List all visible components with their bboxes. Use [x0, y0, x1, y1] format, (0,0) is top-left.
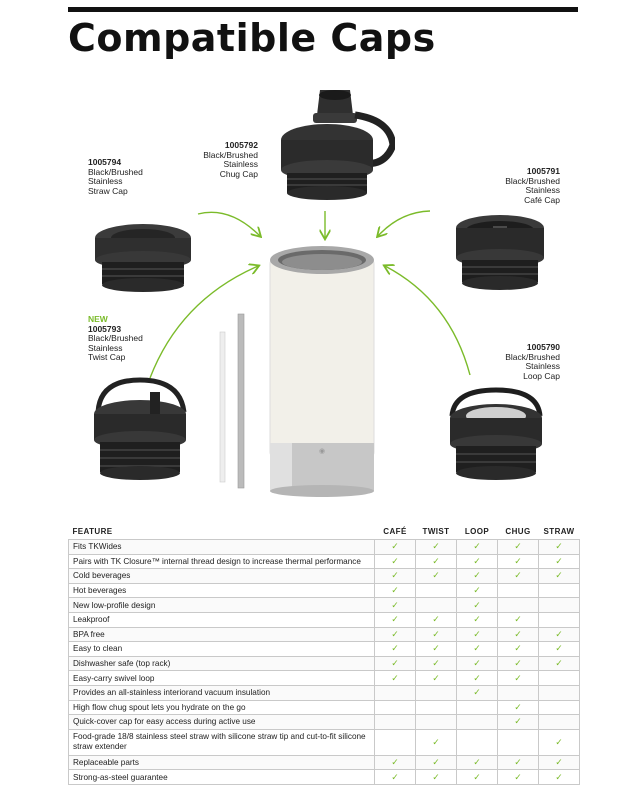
check-cell	[457, 715, 498, 730]
check-cell	[539, 656, 580, 671]
check-icon: ✓	[473, 643, 481, 654]
check-cell	[457, 642, 498, 657]
svg-text:◉: ◉	[318, 448, 326, 455]
check-icon: ✓	[432, 737, 440, 748]
check-icon: ✓	[473, 541, 481, 552]
check-icon: ✓	[473, 771, 481, 782]
check-cell	[457, 627, 498, 642]
table-header-row	[69, 524, 580, 540]
loop-cap-line2: Stainless	[525, 361, 560, 371]
check-cell	[539, 671, 580, 686]
straw-cap-code: 1005794	[88, 157, 122, 167]
straw-cap-line1: Black/Brushed	[88, 166, 143, 177]
check-cell	[498, 715, 539, 730]
check-cell	[539, 540, 580, 555]
loop-cap-image	[440, 382, 552, 490]
check-icon: ✓	[555, 628, 563, 639]
table-row	[69, 755, 580, 770]
check-icon: ✓	[514, 555, 522, 566]
straw-cap-image	[88, 210, 198, 300]
check-icon: ✓	[432, 614, 440, 625]
check-cell	[539, 770, 580, 785]
check-icon: ✓	[514, 658, 522, 669]
check-cell	[416, 755, 457, 770]
check-icon: ✓	[473, 570, 481, 581]
check-cell	[375, 700, 416, 715]
check-cell	[457, 540, 498, 555]
check-cell	[498, 656, 539, 671]
check-cell	[539, 700, 580, 715]
check-icon: ✓	[555, 658, 563, 669]
check-cell	[539, 715, 580, 730]
check-cell	[498, 671, 539, 686]
table-row	[69, 598, 580, 613]
check-icon: ✓	[432, 628, 440, 639]
check-cell	[375, 729, 416, 755]
check-icon: ✓	[391, 757, 399, 768]
check-cell	[416, 569, 457, 584]
check-icon: ✓	[473, 585, 481, 596]
check-icon: ✓	[514, 614, 522, 625]
check-icon: ✓	[555, 643, 563, 654]
check-cell	[375, 642, 416, 657]
check-cell	[416, 671, 457, 686]
chug-cap-line1: Black/Brushed	[203, 149, 258, 160]
check-cell	[498, 642, 539, 657]
check-cell	[416, 583, 457, 598]
check-cell	[539, 755, 580, 770]
check-icon: ✓	[473, 687, 481, 698]
check-cell	[375, 770, 416, 785]
check-icon: ✓	[391, 658, 399, 669]
feature-cell: Cold beverages	[69, 569, 375, 584]
check-icon: ✓	[514, 672, 522, 683]
feature-cell: Food-grade 18/8 stainless steel straw with silicone straw tip and cut-to-fit silicone straw extender	[69, 729, 375, 755]
check-icon: ✓	[432, 672, 440, 683]
twist-cap-name: Twist Cap	[88, 352, 126, 362]
header-straw: STRAW	[543, 527, 575, 536]
check-icon: ✓	[555, 541, 563, 552]
check-icon: ✓	[555, 737, 563, 748]
check-cell	[375, 755, 416, 770]
check-icon: ✓	[473, 614, 481, 625]
check-cell	[457, 554, 498, 569]
check-icon: ✓	[555, 570, 563, 581]
check-cell	[539, 729, 580, 755]
check-cell	[539, 598, 580, 613]
check-icon: ✓	[391, 614, 399, 625]
cafe-cap-line1: Black/Brushed	[505, 175, 560, 186]
check-icon: ✓	[391, 628, 399, 639]
check-icon: ✓	[391, 643, 399, 654]
check-cell	[457, 770, 498, 785]
check-cell	[539, 569, 580, 584]
twist-cap-line1: Black/Brushed	[88, 333, 143, 343]
check-icon: ✓	[514, 757, 522, 768]
check-cell	[498, 612, 539, 627]
table-body	[69, 540, 580, 785]
check-icon: ✓	[432, 771, 440, 782]
check-cell	[416, 540, 457, 555]
check-cell	[416, 700, 457, 715]
feature-comparison-table	[68, 524, 580, 785]
table-row	[69, 554, 580, 569]
arrow-cafe	[378, 211, 430, 236]
straw-cap-line2: Stainless	[88, 176, 123, 186]
check-cell	[498, 729, 539, 755]
check-icon: ✓	[432, 570, 440, 581]
check-cell	[539, 612, 580, 627]
arrow-straw	[198, 212, 260, 236]
loop-cap-line1: Black/Brushed	[505, 351, 560, 362]
header-twist: TWIST	[422, 527, 450, 536]
check-cell	[375, 583, 416, 598]
check-cell	[375, 656, 416, 671]
check-cell	[498, 755, 539, 770]
check-cell	[457, 598, 498, 613]
check-icon: ✓	[555, 771, 563, 782]
straw-image	[212, 312, 252, 492]
check-cell	[375, 627, 416, 642]
feature-cell: Dishwasher safe (top rack)	[69, 656, 375, 671]
check-cell	[498, 770, 539, 785]
feature-cell: High flow chug spout lets you hydrate on the go	[69, 700, 375, 715]
check-icon: ✓	[432, 555, 440, 566]
check-icon: ✓	[391, 541, 399, 552]
check-cell	[416, 642, 457, 657]
chug-cap-code: 1005792	[224, 140, 258, 150]
table-row	[69, 700, 580, 715]
check-cell	[457, 755, 498, 770]
check-cell	[375, 540, 416, 555]
check-cell	[498, 583, 539, 598]
check-icon: ✓	[391, 672, 399, 683]
loop-cap-code: 1005790	[526, 342, 560, 352]
check-cell	[498, 700, 539, 715]
check-icon: ✓	[473, 555, 481, 566]
check-cell	[539, 627, 580, 642]
chug-cap-line2: Stainless	[223, 159, 258, 169]
header-loop: LOOP	[464, 527, 490, 536]
feature-cell: New low-profile design	[69, 598, 375, 613]
cafe-cap-image	[445, 208, 555, 300]
cafe-cap-name: Café Cap	[524, 194, 560, 205]
check-icon: ✓	[391, 585, 399, 596]
check-cell	[498, 627, 539, 642]
check-icon: ✓	[514, 643, 522, 654]
check-icon: ✓	[514, 701, 522, 712]
check-cell	[498, 554, 539, 569]
check-cell	[539, 642, 580, 657]
table-row	[69, 540, 580, 555]
check-cell	[416, 554, 457, 569]
check-cell	[375, 569, 416, 584]
cafe-cap-line2: Stainless	[525, 185, 560, 195]
feature-cell: Fits TKWides	[69, 540, 375, 555]
feature-cell: Quick-cover cap for easy access during active use	[69, 715, 375, 730]
check-cell	[416, 627, 457, 642]
table-row	[69, 685, 580, 700]
check-cell	[416, 770, 457, 785]
check-icon: ✓	[391, 555, 399, 566]
check-icon: ✓	[391, 570, 399, 581]
check-icon: ✓	[473, 599, 481, 610]
twist-cap-image	[80, 372, 200, 492]
table-row	[69, 656, 580, 671]
check-cell	[457, 612, 498, 627]
check-icon: ✓	[514, 628, 522, 639]
feature-cell: Easy-carry swivel loop	[69, 671, 375, 686]
feature-cell: BPA free	[69, 627, 375, 642]
check-cell	[498, 685, 539, 700]
check-icon: ✓	[555, 757, 563, 768]
check-cell	[457, 671, 498, 686]
check-cell	[457, 656, 498, 671]
table-row	[69, 715, 580, 730]
check-cell	[416, 598, 457, 613]
check-icon: ✓	[432, 658, 440, 669]
loop-cap-name: Loop Cap	[523, 370, 560, 381]
table-row	[69, 642, 580, 657]
table-row	[69, 671, 580, 686]
check-icon: ✓	[555, 555, 563, 566]
check-icon: ✓	[514, 716, 522, 727]
check-icon: ✓	[432, 643, 440, 654]
check-cell	[457, 685, 498, 700]
check-icon: ✓	[432, 541, 440, 552]
feature-cell: Strong-as-steel guarantee	[69, 770, 375, 785]
check-cell	[539, 554, 580, 569]
check-cell	[375, 685, 416, 700]
check-icon: ✓	[473, 672, 481, 683]
check-icon: ✓	[514, 771, 522, 782]
check-icon: ✓	[432, 757, 440, 768]
table-row	[69, 583, 580, 598]
feature-cell: Provides an all-stainless interiorand vacuum insulation	[69, 685, 375, 700]
check-cell	[498, 598, 539, 613]
check-cell	[375, 612, 416, 627]
page-title: Compatible Caps	[68, 16, 436, 60]
header-feature: FEATURE	[72, 527, 113, 536]
table-row	[69, 770, 580, 785]
bottle-image	[262, 238, 382, 498]
twist-cap-line2: Stainless	[88, 342, 123, 353]
check-cell	[457, 583, 498, 598]
check-cell	[416, 685, 457, 700]
check-icon: ✓	[514, 570, 522, 581]
check-cell	[539, 583, 580, 598]
table-row	[69, 612, 580, 627]
check-icon: ✓	[391, 771, 399, 782]
chug-cap-name: Chug Cap	[219, 168, 258, 179]
check-cell	[416, 729, 457, 755]
chug-cap-image	[265, 85, 395, 205]
check-cell	[375, 554, 416, 569]
table-row	[69, 729, 580, 755]
new-badge: NEW	[88, 314, 108, 324]
check-icon: ✓	[473, 628, 481, 639]
check-cell	[457, 569, 498, 584]
table-row	[69, 627, 580, 642]
check-icon: ✓	[391, 599, 399, 610]
feature-cell: Replaceable parts	[69, 755, 375, 770]
check-cell	[539, 685, 580, 700]
check-cell	[416, 612, 457, 627]
check-cell	[416, 715, 457, 730]
feature-cell: Hot beverages	[69, 583, 375, 598]
check-icon: ✓	[514, 541, 522, 552]
check-cell	[375, 715, 416, 730]
feature-cell: Easy to clean	[69, 642, 375, 657]
check-cell	[498, 569, 539, 584]
straw-cap-name: Straw Cap	[88, 185, 128, 196]
check-icon: ✓	[473, 658, 481, 669]
check-cell	[416, 656, 457, 671]
check-icon: ✓	[473, 757, 481, 768]
cafe-cap-code: 1005791	[526, 166, 560, 176]
check-cell	[375, 598, 416, 613]
check-cell	[375, 671, 416, 686]
twist-cap-code: 1005793	[88, 323, 122, 334]
check-cell	[457, 700, 498, 715]
feature-cell: Leakproof	[69, 612, 375, 627]
table-row	[69, 569, 580, 584]
check-cell	[498, 540, 539, 555]
feature-cell: Pairs with TK Closure™ internal thread design to increase thermal performance	[69, 554, 375, 569]
header-cafe: CAFÉ	[383, 527, 407, 536]
header-chug: CHUG	[505, 527, 531, 536]
check-cell	[457, 729, 498, 755]
